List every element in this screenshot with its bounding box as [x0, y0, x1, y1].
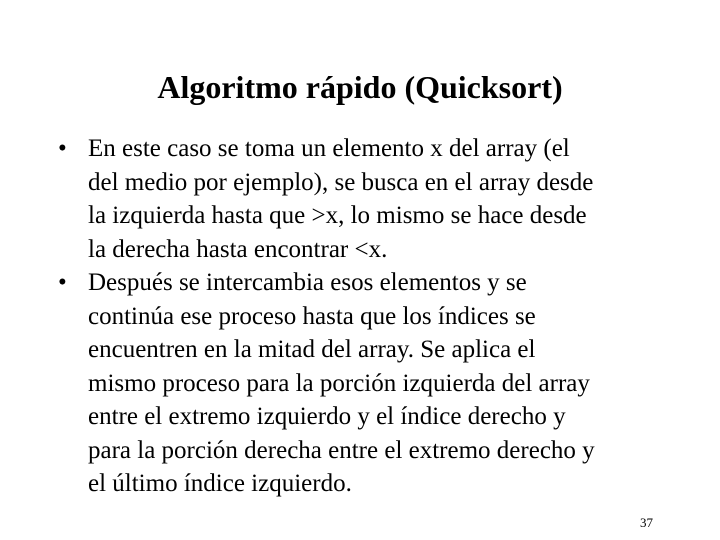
bullet-line: del medio por ejemplo), se busca en el array desde — [88, 168, 594, 196]
bullet-line: En este caso se toma un elemento x del array (el — [88, 135, 570, 162]
bullet-line: la derecha hasta encontrar <x. — [88, 235, 388, 263]
bullet-marker-icon: • — [58, 269, 67, 296]
slide-title: Algoritmo rápido (Quicksort) — [157, 69, 563, 106]
bullet-line: la izquierda hasta que >x, lo mismo se hace desde — [88, 202, 587, 229]
bullet-line: mismo proceso para la porción izquierda del array — [88, 369, 590, 397]
bullet-list — [54, 132, 664, 501]
bullet-line: continúa ese proceso hasta que los índices se — [88, 302, 536, 330]
bullet-item — [54, 266, 664, 501]
bullet-marker-icon: • — [58, 135, 67, 162]
page-number: 37 — [640, 515, 653, 530]
bullet-line: entre el extremo izquierdo y el índice derecho y — [88, 403, 566, 430]
bullet-line: el último índice izquierdo. — [88, 470, 352, 497]
bullet-line: Después se intercambia esos elementos y se — [88, 269, 527, 296]
bullet-line: encuentren en la mitad del array. Se aplica el — [88, 336, 536, 363]
bullet-item — [54, 132, 664, 266]
bullet-line: para la porción derecha entre el extremo derecho y — [88, 436, 595, 464]
